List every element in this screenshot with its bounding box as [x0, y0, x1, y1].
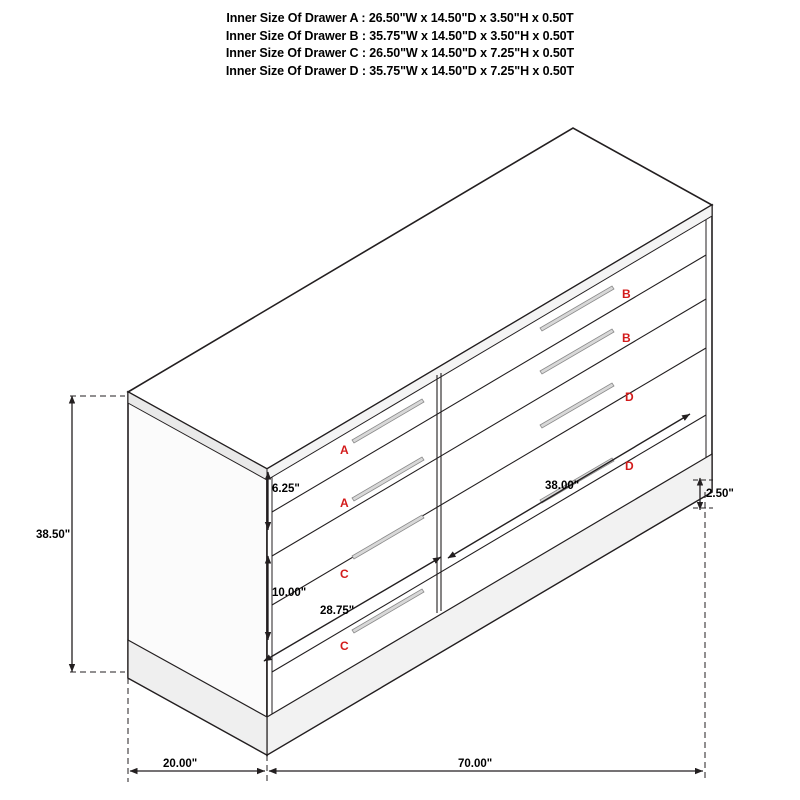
- drawer-label-a2: A: [340, 496, 349, 510]
- dimension-base-height-label: 2.50": [706, 488, 734, 500]
- drawer-label-d1: D: [625, 390, 634, 404]
- cabinet-body: [128, 128, 712, 755]
- dimension-drawer-width-large-label: 38.00": [545, 480, 580, 492]
- dimension-drawer-width-small-label: 28.75": [320, 605, 355, 617]
- dimension-overall-height: [36, 396, 125, 672]
- spec-line-d: Inner Size Of Drawer D : 35.75"W x 14.50"D x 7.25"H x 0.50T: [225, 63, 575, 78]
- dimension-width-label: 70.00": [458, 758, 493, 770]
- dimension-small-drawer-height-label: 6.25": [272, 483, 300, 495]
- dimension-depth-label: 20.00": [163, 758, 198, 770]
- spec-line-b: Inner Size Of Drawer B : 35.75"W x 14.50"D x 3.50"H x 0.50T: [225, 28, 575, 43]
- drawer-label-d2: D: [625, 459, 634, 473]
- dimension-depth: [130, 758, 265, 771]
- drawer-label-c1: C: [340, 567, 349, 581]
- drawer-label-b2: B: [622, 331, 631, 345]
- drawer-label-b1: B: [622, 287, 631, 301]
- drawer-label-a1: A: [340, 443, 349, 457]
- spec-line-c: Inner Size Of Drawer C : 26.50"W x 14.50"D x 7.25"H x 0.50T: [225, 46, 575, 60]
- drawer-label-c2: C: [340, 639, 349, 653]
- dimension-overall-height-label: 38.50": [36, 529, 71, 541]
- spec-line-a: Inner Size Of Drawer A : 26.50"W x 14.50"D x 3.50"H x 0.50T: [226, 11, 574, 25]
- dimension-width: [269, 758, 703, 771]
- dimension-large-drawer-height-label: 10.00": [272, 587, 307, 599]
